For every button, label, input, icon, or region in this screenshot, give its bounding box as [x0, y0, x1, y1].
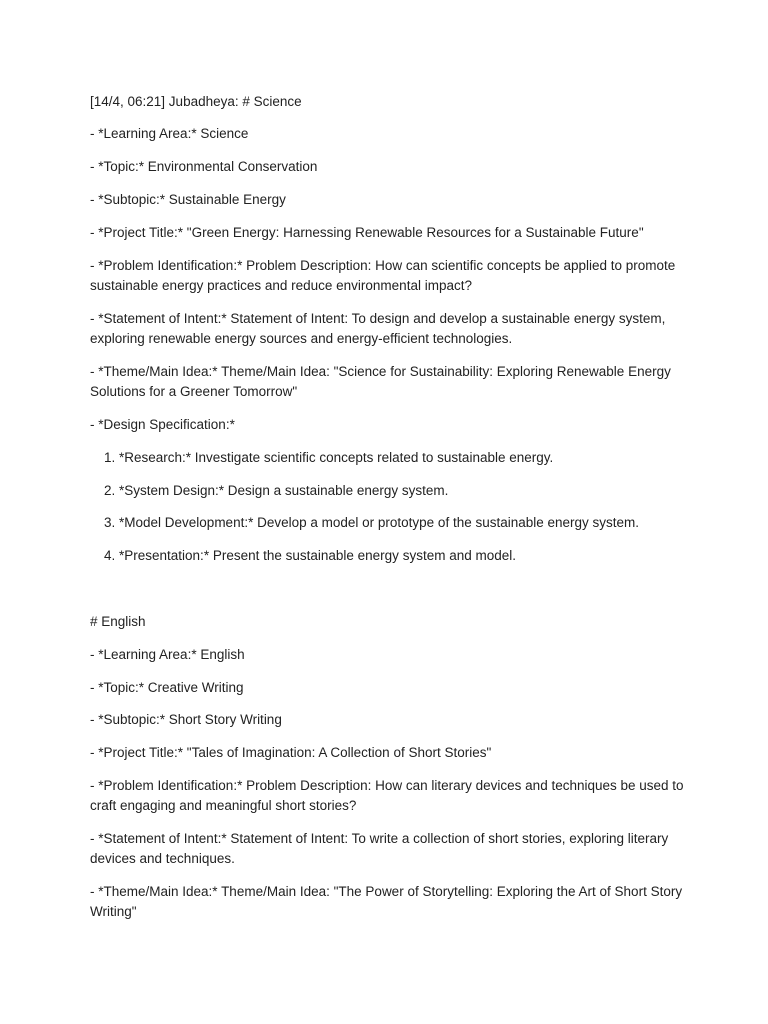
design-item-presentation: 4. *Presentation:* Present the sustainable energy system and model.	[104, 548, 516, 563]
science-design-specification: - *Design Specification:*	[90, 417, 235, 432]
english-project-title: - *Project Title:* "Tales of Imagination: A Collection of Short Stories"	[90, 745, 492, 760]
english-statement-of-intent: - *Statement of Intent:* Statement of Intent: To write a collection of short stories, exploring literary devices and techniques.	[90, 831, 669, 866]
english-theme: - *Theme/Main Idea:* Theme/Main Idea: "The Power of Storytelling: Exploring the Art of Short Story Writing"	[90, 884, 683, 919]
english-learning-area: - *Learning Area:* English	[90, 647, 245, 662]
design-item-model-development: 3. *Model Development:* Develop a model or prototype of the sustainable energy system.	[104, 515, 640, 530]
science-theme: - *Theme/Main Idea:* Theme/Main Idea: "Science for Sustainability: Exploring Renewable Energy Solutions for a Greener Tomorrow"	[90, 364, 671, 399]
english-subtopic: - *Subtopic:* Short Story Writing	[90, 712, 282, 727]
science-subtopic: - *Subtopic:* Sustainable Energy	[90, 192, 286, 207]
design-item-system-design: 2. *System Design:* Design a sustainable energy system.	[104, 483, 449, 498]
design-item-research: 1. *Research:* Investigate scientific concepts related to sustainable energy.	[104, 450, 554, 465]
science-statement-of-intent: - *Statement of Intent:* Statement of Intent: To design and develop a sustainable energy system, exploring renewable energy sources and energy-efficient technologies.	[90, 311, 666, 346]
english-problem-identification: - *Problem Identification:* Problem Description: How can literary devices and techniques be used to craft engaging and meaningful short stories?	[90, 778, 684, 813]
english-topic: - *Topic:* Creative Writing	[90, 680, 244, 695]
science-problem-identification: - *Problem Identification:* Problem Description: How can scientific concepts be applied to promote sustainable energy practices and reduce environmental impact?	[90, 258, 676, 293]
science-header: [14/4, 06:21] Jubadheya: # Science	[90, 94, 302, 109]
science-learning-area: - *Learning Area:* Science	[90, 126, 249, 141]
science-topic: - *Topic:* Environmental Conservation	[90, 159, 318, 174]
english-header: # English	[90, 614, 146, 629]
science-project-title: - *Project Title:* "Green Energy: Harnessing Renewable Resources for a Sustainable Future"	[90, 225, 644, 240]
